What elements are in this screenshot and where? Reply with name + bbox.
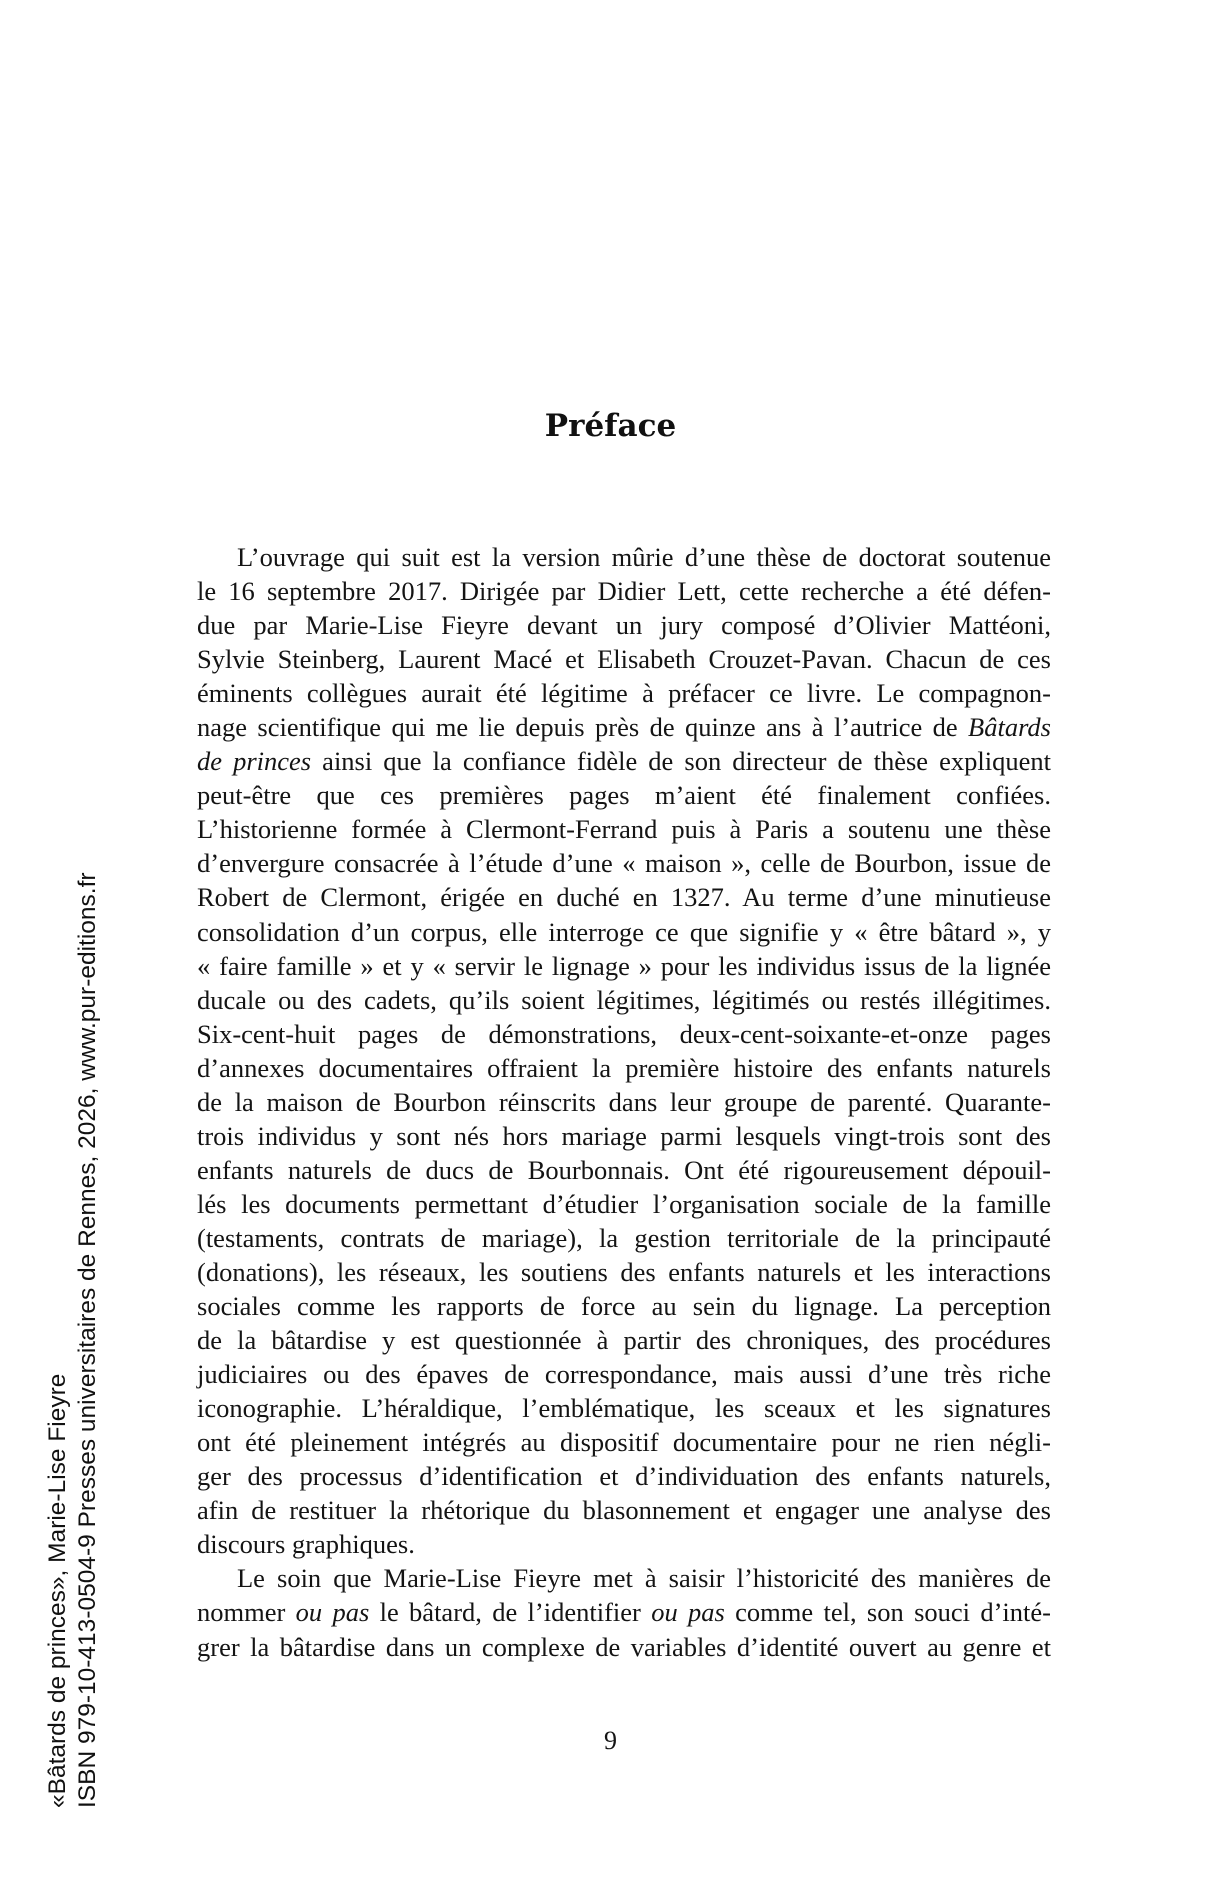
sidebar-line-title: «Bâtards de princes», Marie-Lise Fieyre (44, 1373, 71, 1808)
text-line: peut-être que ces premières pages m’aient été finalement confiées. (197, 780, 1051, 811)
text-line: ducale ou des cadets, qu’ils soient légitimes, légitimés ou restés illégitimes. (197, 984, 1051, 1015)
text-line: grer la bâtardise dans un complexe de variables d’identité ouvert au genre et (197, 1631, 1051, 1662)
page-number: 9 (604, 1726, 617, 1755)
text-line: nage scientifique qui me lie depuis près de quinze ans à l’autrice de Bâtards (197, 712, 1051, 743)
text-line: « faire famille » et y « servir le lignage » pour les individus issus de la lignée (197, 950, 1051, 981)
text-line: éminents collègues aurait été légitime à préfacer ce livre. Le compagnon- (197, 678, 1051, 709)
text-line: due par Marie-Lise Fieyre devant un jury composé d’Olivier Mattéoni, (197, 610, 1051, 641)
text-line: consolidation d’un corpus, elle interroge ce que signifie y « être bâtard », y (197, 916, 1051, 947)
text-line: Sylvie Steinberg, Laurent Macé et Elisabeth Crouzet-Pavan. Chacun de ces (197, 644, 1051, 675)
text-line: discours graphiques. (197, 1529, 415, 1560)
text-line: L’ouvrage qui suit est la version mûrie d’une thèse de doctorat soutenue (237, 542, 1051, 572)
text-line: afin de restituer la rhétorique du blasonnement et engager une analyse des (197, 1495, 1051, 1526)
text-line: d’annexes documentaires offraient la première histoire des enfants naturels (197, 1052, 1051, 1083)
text-line: de la bâtardise y est questionnée à partir des chroniques, des procédures (197, 1325, 1051, 1356)
text-line: ont été pleinement intégrés au dispositif documentaire pour ne rien négli- (197, 1427, 1051, 1458)
text-line: sociales comme les rapports de force au sein du lignage. La perception (197, 1291, 1051, 1322)
body-text (197, 540, 1051, 1664)
text-line: de princes ainsi que la confiance fidèle de son directeur de thèse expliquent (197, 746, 1051, 777)
text-line: d’envergure consacrée à l’étude d’une « maison », celle de Bourbon, issue de (197, 848, 1051, 879)
text-line: Robert de Clermont, érigée en duché en 1327. Au terme d’une minutieuse (197, 882, 1051, 913)
text-line: (testaments, contrats de mariage), la gestion territoriale de la principauté (197, 1222, 1051, 1253)
paragraph (197, 1561, 1051, 1663)
text-line: Six-cent-huit pages de démonstrations, deux-cent-soixante-et-onze pages (197, 1018, 1051, 1049)
text-line: enfants naturels de ducs de Bourbonnais. Ont été rigoureusement dépouil- (197, 1154, 1051, 1185)
text-line: (donations), les réseaux, les soutiens des enfants naturels et les interactions (197, 1256, 1051, 1287)
text-line: ger des processus d’identification et d’individuation des enfants naturels, (197, 1461, 1051, 1492)
text-line: nommer ou pas le bâtard, de l’identifier ou pas comme tel, son souci d’inté- (197, 1597, 1051, 1628)
text-line: le 16 septembre 2017. Dirigée par Didier Lett, cette recherche a été défen- (197, 576, 1051, 607)
text-line: judiciaires ou des épaves de correspondance, mais aussi d’une très riche (197, 1359, 1051, 1390)
text-line: lés les documents permettant d’étudier l’organisation sociale de la famille (197, 1188, 1051, 1219)
text-line: de la maison de Bourbon réinscrits dans leur groupe de parenté. Quarante- (197, 1086, 1051, 1117)
text-line: Le soin que Marie-Lise Fieyre met à saisir l’historicité des manières de (237, 1563, 1051, 1594)
text-line: L’historienne formée à Clermont-Ferrand puis à Paris a soutenu une thèse (197, 814, 1051, 845)
paragraph (197, 540, 1051, 1561)
text-line: trois individus y sont nés hors mariage parmi lesquels vingt-trois sont des (197, 1120, 1051, 1151)
sidebar-line-isbn: ISBN 979-10-413-0504-9 Presses universitaires de Rennes, 2026, www.pur-editions.fr (74, 872, 101, 1808)
text-line: iconographie. L’héraldique, l’emblématique, les sceaux et les signatures (197, 1393, 1051, 1424)
copyright-sidebar (43, 808, 127, 1808)
page-title: Préface (544, 408, 677, 444)
